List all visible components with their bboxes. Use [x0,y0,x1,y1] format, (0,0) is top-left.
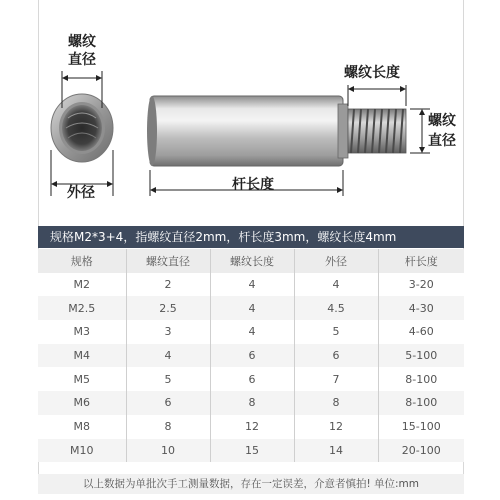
thread-length-dimension [348,85,406,106]
table-cell: 12 [294,415,378,439]
table-row [38,439,464,463]
spec-table [38,249,464,462]
table-row [38,296,464,320]
end-view [51,94,113,162]
table-cell: 4 [126,344,210,368]
table-cell: 2.5 [126,296,210,320]
table-cell: M2.5 [38,296,126,320]
table-row [38,320,464,344]
table-cell: M10 [38,439,126,463]
table-cell: 5 [126,367,210,391]
product-diagram [38,0,464,226]
table-cell: 20-100 [401,443,441,457]
rod-length-label: 杆长度 [232,177,274,193]
table-cell: 4 [210,296,294,320]
thread-diameter-label-line2: 直径 [68,52,96,68]
table-cell: 4 [210,273,294,297]
table-cell: 14 [294,439,378,463]
table-cell: 3 [126,320,210,344]
table-cell: 10 [126,439,210,463]
header-thread-diameter: 螺纹直径 [126,249,210,273]
thread-length-label: 螺纹长度 [344,65,400,81]
thread-diameter-right-label-line2: 直径 [428,133,456,149]
standoff-body [147,96,348,166]
table-cell: 6 [210,367,294,391]
table-row [38,391,464,415]
spec-note-banner: 规格M2*3+4，指螺纹直径2mm，杆长度3mm，螺纹长度4mm [38,226,464,248]
table-cell: 6 [294,344,378,368]
table-cell: 8-100 [405,372,438,386]
table-cell: 2 [126,273,210,297]
table-cell: M3 [38,320,126,344]
table-cell: 12 [210,415,294,439]
table-cell: 6 [210,344,294,368]
table-row [38,273,464,297]
table-cell: 5 [294,320,378,344]
table-header-row [38,249,464,273]
outer-diameter-label: 外径 [67,185,95,201]
table-cell: 8-100 [405,396,438,410]
table-cell: 8 [126,415,210,439]
header-thread-length: 螺纹长度 [210,249,294,273]
table-cell: 4 [210,320,294,344]
table-cell: M2 [38,273,126,297]
table-cell: 8 [294,391,378,415]
table-row [38,344,464,368]
thread-diameter-dimension-right [410,109,430,153]
table-cell: 15-100 [401,420,441,434]
header-spec: 规格 [38,249,126,273]
table-cell: M5 [38,367,126,391]
table-cell: 4-30 [408,301,434,315]
measurement-footnote: 以上数据为单批次手工测量数据，存在一定误差，介意者慎拍! 单位:mm [38,474,464,494]
table-cell: 8 [210,391,294,415]
threaded-stud [348,109,406,153]
table-cell: M8 [38,415,126,439]
table-cell: 4.5 [294,296,378,320]
header-rod-length: 杆长度 [404,254,438,268]
table-cell: 4 [294,273,378,297]
table-cell: M4 [38,344,126,368]
table-cell: M6 [38,391,126,415]
table-row [38,415,464,439]
table-cell: 4-60 [408,325,434,339]
thread-diameter-right-label-line1: 螺纹 [428,113,456,129]
header-outer-diameter: 外径 [294,249,378,273]
table-cell: 6 [126,391,210,415]
thread-diameter-label-line1: 螺纹 [68,34,96,50]
table-row [38,367,464,391]
table-cell: 5-100 [405,349,438,363]
table-cell: 3-20 [408,278,434,292]
table-cell: 7 [294,367,378,391]
table-cell: 15 [210,439,294,463]
